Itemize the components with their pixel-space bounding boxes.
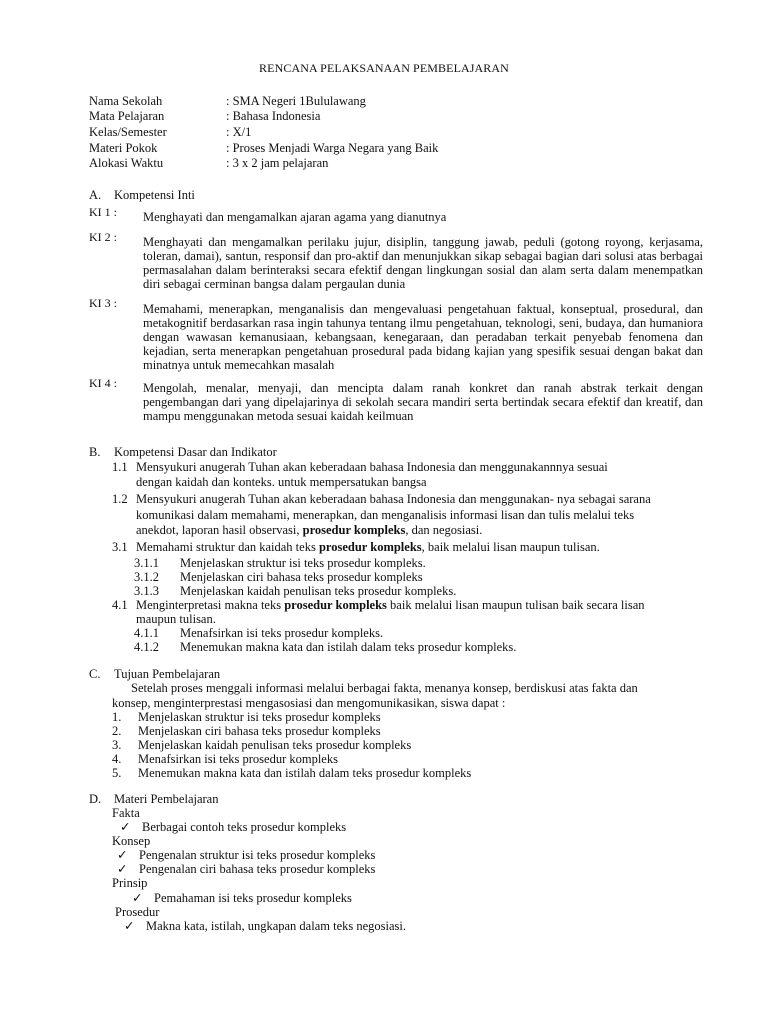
indicator-3-1-2-text: Menjelaskan ciri bahasa teks prosedur kompleks bbox=[180, 570, 423, 584]
indicator-4-1-2-number: 4.1.2 bbox=[134, 640, 159, 654]
kd-4-1-line2: maupun tulisan. bbox=[136, 612, 216, 626]
ki1-text: Menghayati dan mengamalkan ajaran agama yang dianutnya bbox=[143, 210, 447, 224]
kd-1-2-line3-bold: prosedur kompleks bbox=[302, 523, 406, 537]
kd-3-1-number: 3.1 bbox=[112, 540, 128, 554]
identity-label-topic: Materi Pokok bbox=[89, 141, 158, 155]
section-d-title: Materi Pembelajaran bbox=[114, 792, 219, 806]
objective-2-number: 2. bbox=[112, 724, 122, 738]
identity-label-time: Alokasi Waktu bbox=[89, 156, 164, 170]
materi-konsep-label: Konsep bbox=[112, 834, 151, 848]
section-a-heading bbox=[89, 188, 195, 202]
identity-value-time: : 3 x 2 jam pelajaran bbox=[226, 156, 329, 170]
checkmark-icon: ✓ bbox=[117, 848, 128, 862]
ki2-label: KI 2 : bbox=[89, 230, 117, 244]
kd-4-1-pre: Menginterpretasi makna teks bbox=[136, 598, 285, 612]
kd-1-1-line1: Mensyukuri anugerah Tuhan akan keberadaan bahasa Indonesia dan menggunakannnya sesuai bbox=[136, 460, 608, 474]
kd-1-2-line1: Mensyukuri anugerah Tuhan akan keberadaan bahasa Indonesia dan menggunakan- nya sebagai sarana bbox=[136, 492, 651, 506]
objective-5-text: Menemukan makna kata dan istilah dalam teks prosedur kompleks bbox=[138, 766, 472, 780]
section-c-title: Tujuan Pembelajaran bbox=[114, 667, 221, 681]
materi-konsep-item-1 bbox=[117, 848, 375, 862]
objective-3-text: Menjelaskan kaidah penulisan teks prosedur kompleks bbox=[138, 738, 412, 752]
materi-konsep-item-2-text: Pengenalan ciri bahasa teks prosedur kompleks bbox=[139, 862, 376, 876]
kd-1-2-line3-pre: anekdot, laporan hasil observasi, bbox=[136, 523, 303, 537]
kd-1-1-line2: dengan kaidah dan konteks. untuk mempersatukan bangsa bbox=[136, 475, 427, 489]
kd-1-2-line2: komunikasi dalam memahami, menerapkan, dan menganalisis informasi lisan dan tulis melalui teks bbox=[136, 508, 635, 522]
objective-4-text: Menafsirkan isi teks prosedur kompleks bbox=[138, 752, 338, 766]
ki4-label: KI 4 : bbox=[89, 376, 117, 390]
section-b-title: Kompetensi Dasar dan Indikator bbox=[114, 445, 277, 459]
materi-konsep-item-2 bbox=[117, 862, 375, 876]
section-a-letter: A. bbox=[89, 188, 102, 202]
kd-3-1-bold: prosedur kompleks bbox=[318, 540, 422, 554]
identity-value-subject: : Bahasa Indonesia bbox=[226, 109, 321, 123]
ki3-text: Memahami, menerapkan, menganalisis dan mengevaluasi pengetahuan faktual, konseptual, prosedural, dan metakognitif berdasarkan rasa ingin tahunya tentang ilmu pengetahuan, teknologi, seni, budaya, dan humaniora dengan wawasan kemanusiaan, kebangsaan, kenegaraan, dan peradaban terkait penyebab fenomena dan kejadian, serta menerapkan pengetahuan prosedural pada bidang kajian yang spesifik sesuai dengan bakat dan minatnya untuk memecahkan masalah bbox=[143, 302, 703, 372]
ki3-label: KI 3 : bbox=[89, 296, 117, 310]
document-title: RENCANA PELAKSANAAN PEMBELAJARAN bbox=[259, 61, 509, 75]
materi-fakta-item-1-text: Berbagai contoh teks prosedur kompleks bbox=[142, 820, 347, 834]
objective-5-number: 5. bbox=[112, 766, 122, 780]
identity-label-school: Nama Sekolah bbox=[89, 94, 163, 108]
identity-label-subject: Mata Pelajaran bbox=[89, 109, 165, 123]
ki4-text: Mengolah, menalar, menyaji, dan mencipta dalam ranah konkret dan ranah abstrak terkait dengan pengembangan dari yang dipelajarinya di sekolah secara mandiri serta bertindak secara efektif dan kreatif, dan mampu menggunakan metoda sesuai kaidah keilmuan bbox=[143, 381, 703, 423]
checkmark-icon: ✓ bbox=[120, 820, 131, 834]
ki2-text: Menghayati dan mengamalkan perilaku jujur, disiplin, tanggung jawab, peduli (gotong royong, kerjasama, toleran, damai), santun, responsif dan pro-aktif dan menunjukkan sikap sebagai bagian dari solusi atas berbagai permasalahan dalam berinteraksi secara efektif dengan lingkungan sosial dan alam serta dalam menempatkan diri sebagai cerminan bangsa dalam pergaulan dunia bbox=[143, 235, 703, 291]
objective-3-number: 3. bbox=[112, 738, 122, 752]
checkmark-icon: ✓ bbox=[132, 891, 143, 905]
section-b-letter: B. bbox=[89, 445, 101, 459]
indicator-3-1-1-number: 3.1.1 bbox=[134, 556, 159, 570]
indicator-3-1-3-text: Menjelaskan kaidah penulisan teks prosedur kompleks. bbox=[180, 584, 457, 598]
identity-value-topic: : Proses Menjadi Warga Negara yang Baik bbox=[226, 141, 439, 155]
indicator-4-1-1-number: 4.1.1 bbox=[134, 626, 159, 640]
ki1-label: KI 1 : bbox=[89, 205, 117, 219]
identity-value-school: : SMA Negeri 1Bululawang bbox=[226, 94, 366, 108]
kd-4-1-bold: prosedur kompleks bbox=[284, 598, 387, 612]
kd-1-2-number: 1.2 bbox=[112, 492, 128, 506]
materi-prosedur-item-1-text: Makna kata, istilah, ungkapan dalam teks negosiasi. bbox=[146, 919, 407, 933]
indicator-3-1-2-number: 3.1.2 bbox=[134, 570, 159, 584]
kd-3-1-pre: Memahami struktur dan kaidah teks bbox=[136, 540, 319, 554]
materi-prosedur-label: Prosedur bbox=[115, 905, 160, 919]
section-c-letter: C. bbox=[89, 667, 101, 681]
materi-prosedur-item-1 bbox=[124, 919, 406, 933]
checkmark-icon: ✓ bbox=[117, 862, 128, 876]
materi-prinsip-item-1-text: Pemahaman isi teks prosedur kompleks bbox=[154, 891, 352, 905]
materi-konsep-item-1-text: Pengenalan struktur isi teks prosedur kompleks bbox=[139, 848, 376, 862]
section-d-letter: D. bbox=[89, 792, 102, 806]
indicator-4-1-2-text: Menemukan makna kata dan istilah dalam teks prosedur kompleks. bbox=[180, 640, 517, 654]
materi-fakta-label: Fakta bbox=[112, 806, 140, 820]
materi-prinsip-label: Prinsip bbox=[112, 876, 148, 890]
identity-label-class: Kelas/Semester bbox=[89, 125, 167, 139]
kd-4-1-number: 4.1 bbox=[112, 598, 128, 612]
section-b-heading bbox=[89, 445, 277, 459]
kd-1-2-line3 bbox=[136, 523, 482, 537]
kd-3-1-post: , baik melalui lisan maupun tulisan. bbox=[421, 540, 600, 554]
section-a-title: Kompetensi Inti bbox=[114, 188, 195, 202]
kd-1-2-line3-post: , dan negosiasi. bbox=[405, 523, 483, 537]
objective-1-text: Menjelaskan struktur isi teks prosedur kompleks bbox=[138, 710, 381, 724]
identity-value-class: : X/1 bbox=[226, 125, 252, 139]
section-c-intro-line2: konsep, menginterprestasi mengasosiasi dan mengomunikasikan, siswa dapat : bbox=[112, 696, 506, 710]
materi-prinsip-item-1 bbox=[132, 891, 352, 905]
section-c-heading bbox=[89, 667, 220, 681]
kd-4-1-post: baik melalui lisan maupun tulisan baik secara lisan bbox=[386, 598, 645, 612]
indicator-3-1-1-text: Menjelaskan struktur isi teks prosedur kompleks. bbox=[180, 556, 426, 570]
objective-4-number: 4. bbox=[112, 752, 122, 766]
section-d-heading bbox=[89, 792, 218, 806]
indicator-3-1-3-number: 3.1.3 bbox=[134, 584, 159, 598]
kd-4-1-text bbox=[136, 598, 645, 612]
kd-1-1-number: 1.1 bbox=[112, 460, 128, 474]
kd-3-1-text bbox=[136, 540, 600, 554]
objective-1-number: 1. bbox=[112, 710, 122, 724]
section-c-intro-line1: Setelah proses menggali informasi melalui berbagai fakta, menanya konsep, berdiskusi atas fakta dan bbox=[131, 681, 638, 695]
indicator-4-1-1-text: Menafsirkan isi teks prosedur kompleks. bbox=[180, 626, 384, 640]
objective-2-text: Menjelaskan ciri bahasa teks prosedur kompleks bbox=[138, 724, 381, 738]
checkmark-icon: ✓ bbox=[124, 919, 135, 933]
materi-fakta-item-1 bbox=[120, 820, 346, 834]
